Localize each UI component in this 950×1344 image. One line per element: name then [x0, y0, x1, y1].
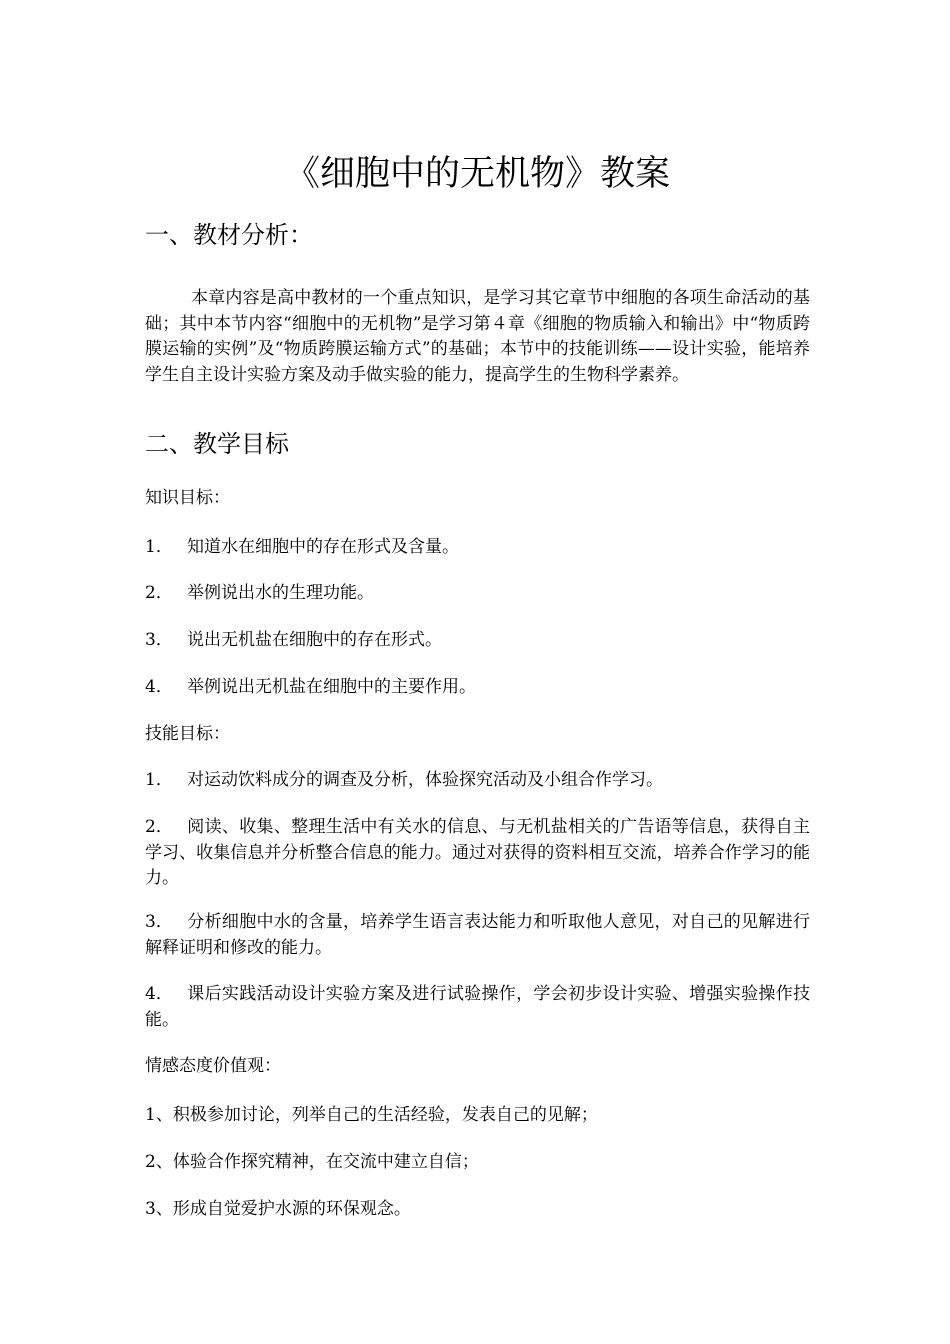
item-number: 1．	[145, 770, 173, 790]
skill-goals-label: 技能目标：	[145, 724, 230, 744]
item-number: 3．	[145, 630, 173, 650]
item-number: 2．	[145, 817, 173, 837]
knowledge-goal-item	[145, 675, 810, 701]
item-text: 说出无机盐在细胞中的存在形式。	[187, 630, 442, 650]
item-number: 4．	[145, 984, 173, 1004]
knowledge-goal-item	[145, 628, 810, 654]
knowledge-goal-item	[145, 535, 810, 561]
skill-goal-item	[145, 982, 810, 1033]
item-number: 2．	[145, 583, 173, 603]
skill-goal-item	[145, 910, 810, 961]
attitude-goal-item: 3、形成自觉爱护水源的环保观念。	[145, 1199, 411, 1219]
attitude-goals-label: 情感态度价值观：	[145, 1056, 281, 1076]
item-text: 分析细胞中水的含量，培养学生语言表达能力和听取他人意见，对自己的见解进行解释证明和修改的能力。	[145, 912, 810, 958]
attitude-goal-item: 1、积极参加讨论，列举自己的生活经验，发表自己的见解；	[145, 1105, 598, 1125]
item-text: 知道水在细胞中的存在形式及含量。	[187, 537, 459, 557]
knowledge-goals-label: 知识目标：	[145, 488, 230, 508]
item-text: 举例说出水的生理功能。	[187, 583, 374, 603]
skill-goal-item	[145, 768, 810, 794]
item-text: 对运动饮料成分的调查及分析，体验探究活动及小组合作学习。	[187, 770, 663, 790]
document-title: 《细胞中的无机物》教案	[284, 154, 670, 194]
knowledge-goal-item	[145, 581, 810, 607]
item-text: 课后实践活动设计实验方案及进行试验操作，学会初步设计实验、增强实验操作技能。	[145, 984, 810, 1030]
item-number: 3．	[145, 912, 173, 932]
item-text: 阅读、收集、整理生活中有关水的信息、与无机盐相关的广告语等信息，获得自主学习、收集信息并分析整合信息的能力。通过对获得的资料相互交流，培养合作学习的能力。	[145, 817, 810, 888]
section-heading-material-analysis: 一、教材分析：	[145, 221, 313, 249]
item-number: 1．	[145, 537, 173, 557]
item-text: 举例说出无机盐在细胞中的主要作用。	[187, 677, 476, 697]
attitude-goal-item: 2、体验合作探究精神，在交流中建立自信；	[145, 1152, 479, 1172]
section-heading-teaching-goals: 二、教学目标	[145, 430, 289, 458]
material-analysis-paragraph: 本章内容是高中教材的一个重点知识，是学习其它章节中细胞的各项生命活动的基础；其中本节内容“细胞中的无机物”是学习第４章《细胞的物质输入和输出》中“物质跨膜运输的实例”及“物质跨膜运输方式”的基础；本节中的技能训练——设计实验，能培养学生自主设计实验方案及动手做实验的能力，提高学生的生物科学素养。	[145, 288, 810, 385]
item-number: 4．	[145, 677, 173, 697]
skill-goal-item	[145, 815, 810, 892]
document-page	[145, 0, 810, 1344]
